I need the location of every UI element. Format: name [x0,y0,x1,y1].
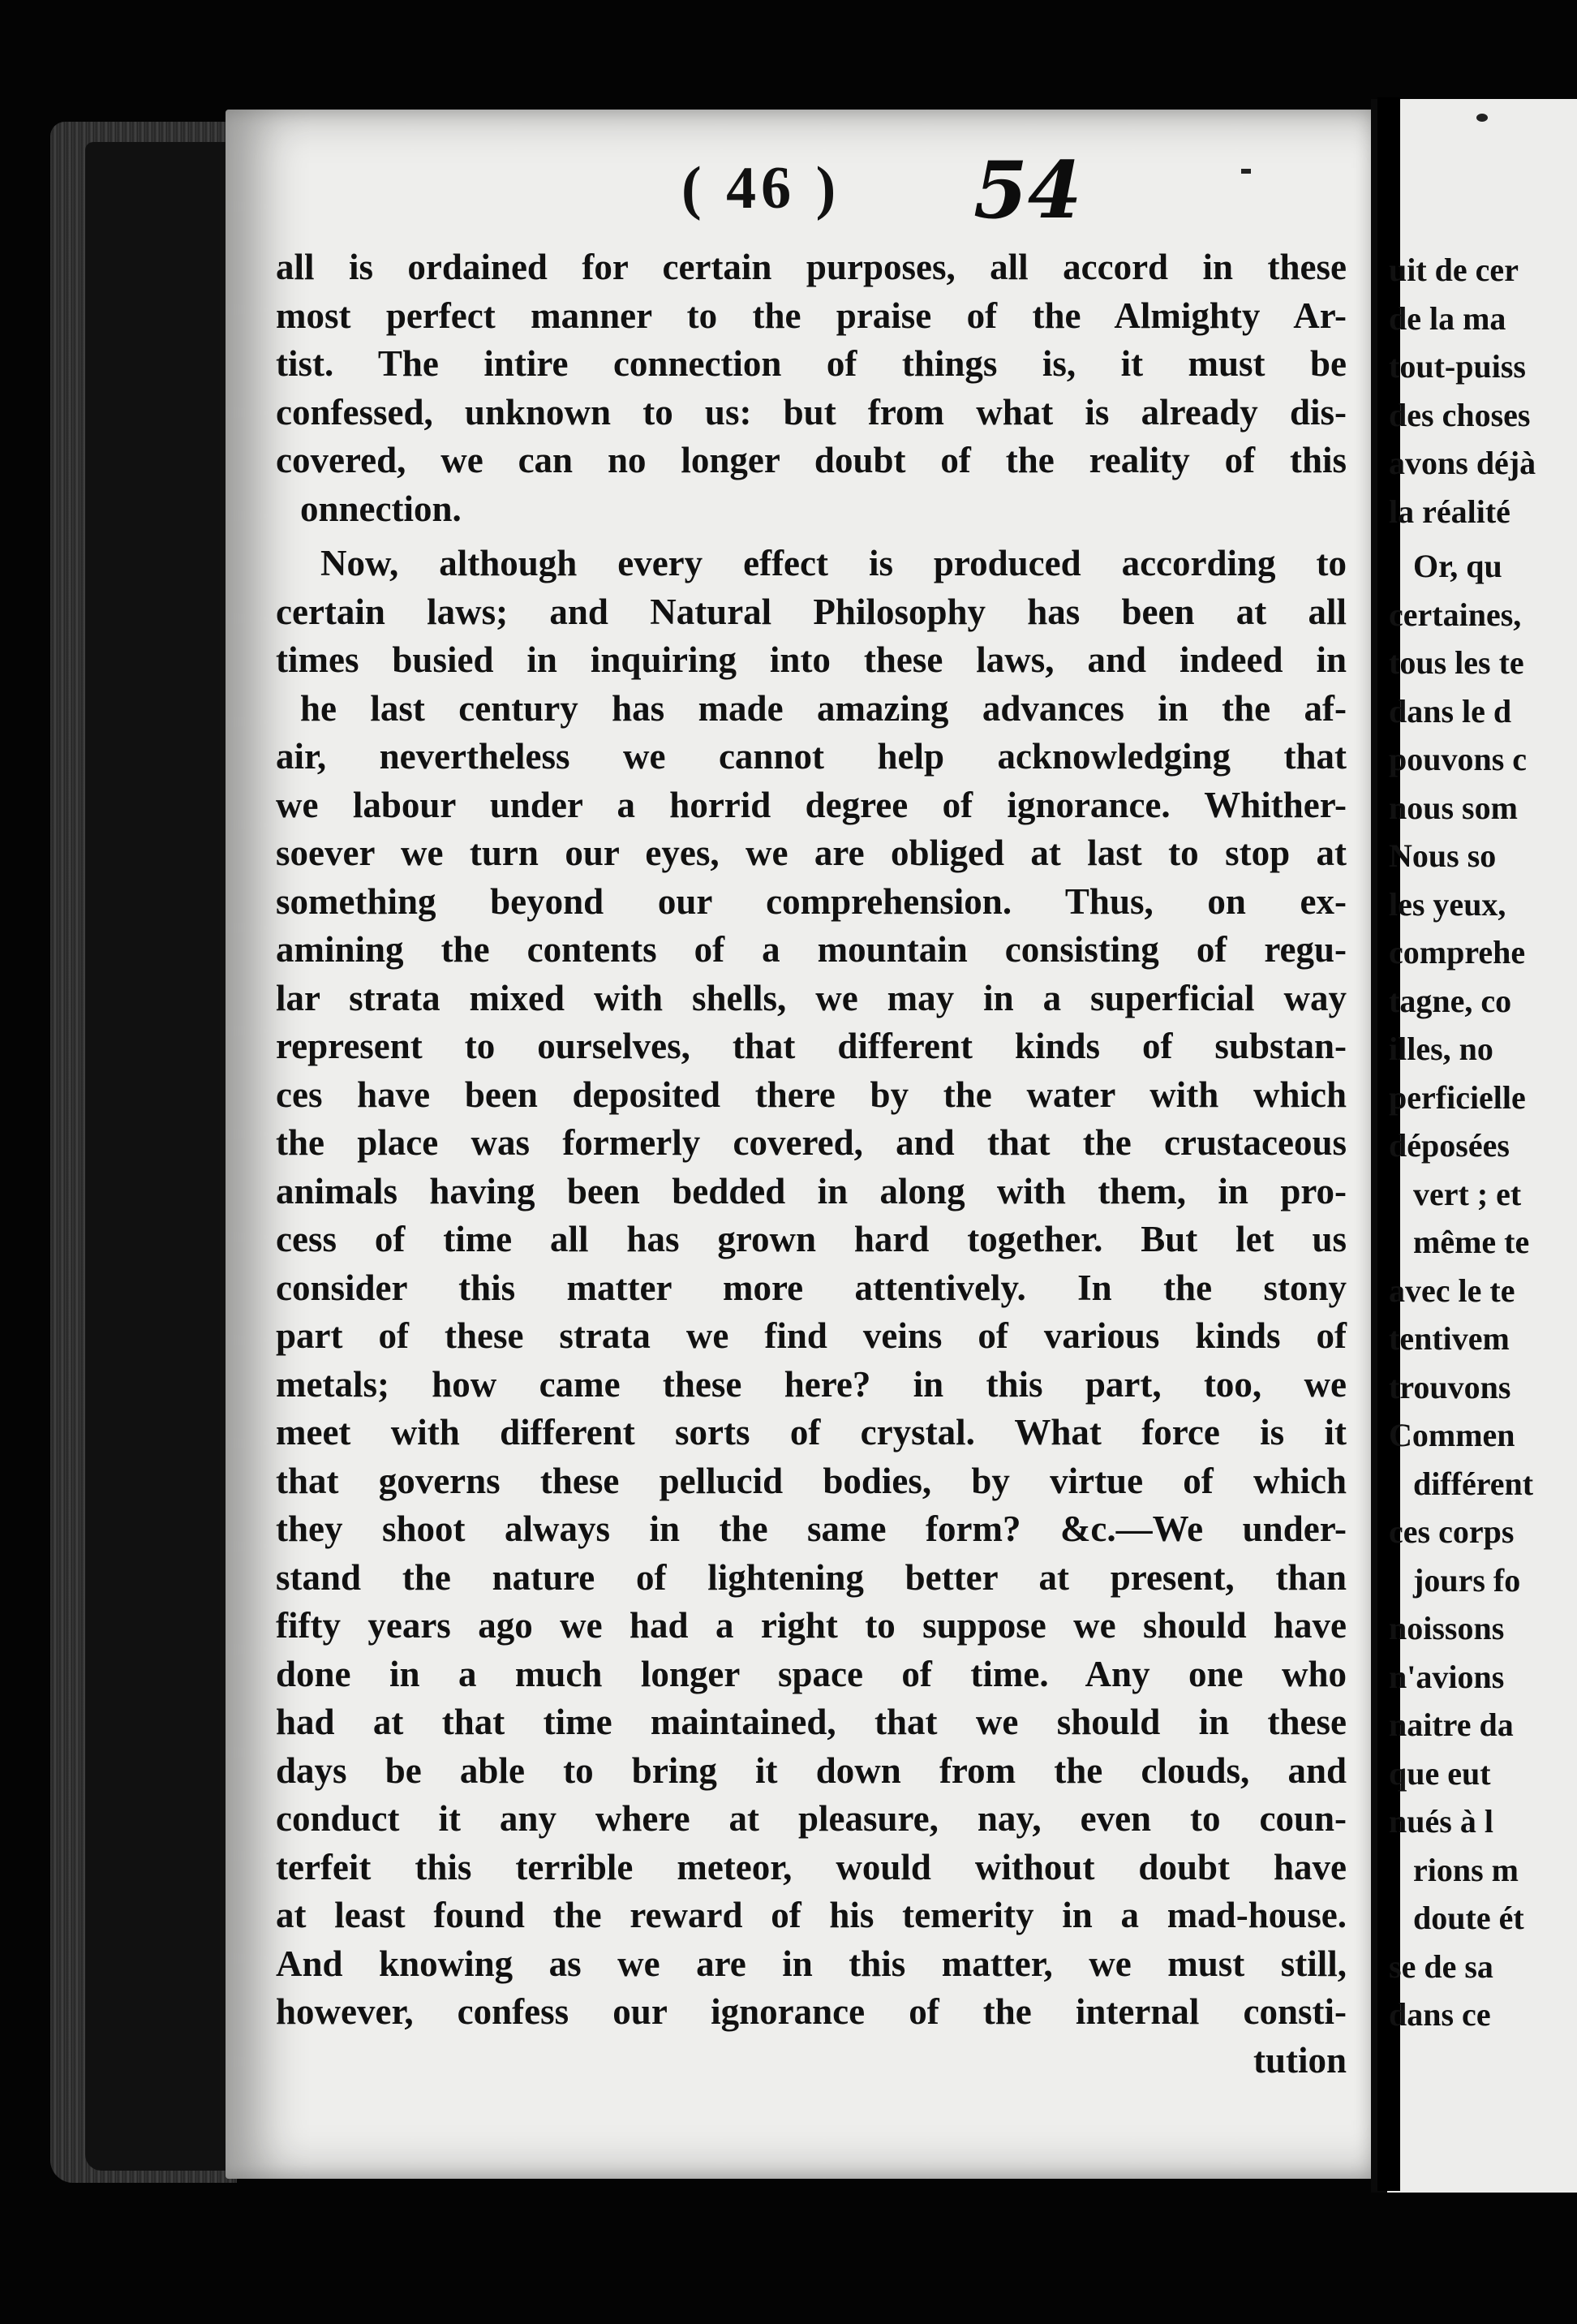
fragment-line: doute ét [1413,1900,1524,1936]
fragment-line: les yeux, [1389,885,1506,923]
fragment-line: Nous so [1389,837,1497,874]
text-line: certain laws; and Natural Philosophy has been at all [276,591,1347,632]
text-line: soever we turn our eyes, we are obliged at last to stop at [276,833,1347,873]
text-line: air, nevertheless we cannot help acknowledging that [276,736,1347,777]
fragment-line: nous som [1389,789,1518,826]
text-line: terfeit this terrible meteor, would without doubt have [276,1846,1347,1887]
header-dash [1241,169,1251,174]
text-line: Now, although every effect is produced according to [320,543,1347,583]
text-line: tist. The intire connection of things is, it must be [276,343,1347,384]
fragment-line: pouvons c [1389,741,1528,777]
facing-page-text [1389,246,1577,2039]
text-line: stand the nature of lightening better at present, than [276,1556,1347,1598]
text-line: we labour under a horrid degree of ignorance. Whither- [276,784,1347,825]
text-line: the place was formerly covered, and that the crustaceous [276,1122,1347,1163]
fragment-line: que eut [1389,1754,1491,1792]
fragment-line: avons déjà [1389,445,1536,481]
fragment-line: tagne, co [1389,982,1512,1019]
text-line: onnection. [300,488,462,529]
main-text-block [276,243,1347,2085]
fragment-line: la réalité [1389,493,1510,530]
fragment-line: nués à l [1389,1803,1493,1840]
text-line: he last century has made amazing advances in the af- [300,687,1347,729]
fragment-line: rions m [1413,1851,1519,1888]
text-line: conduct it any where at pleasure, nay, even to coun- [276,1798,1347,1839]
text-line: something beyond our comprehension. Thus, on ex- [276,880,1347,922]
fragment-line: certaines, [1389,596,1522,633]
paragraph-1 [276,243,1347,533]
ink-speck [1476,114,1488,122]
text-line: had at that time maintained, that we should in these [276,1702,1347,1742]
fragment-line: déposées [1389,1127,1510,1164]
fragment-line: noissons [1389,1610,1505,1646]
handwritten-annotation: 54 [973,144,1082,236]
fragment-line: même te [1413,1224,1530,1260]
text-line: fifty years ago we had a right to suppose we should have [276,1605,1347,1646]
text-line: most perfect manner to the praise of the Almighty Ar- [276,295,1347,336]
fragment-line: Commen [1389,1417,1515,1453]
fragment-line: naitre da [1389,1706,1514,1743]
fragment-line: vert ; et [1413,1175,1522,1212]
text-line: at least found the reward of his temerity in a mad-house. [276,1895,1347,1935]
text-line: ces have been deposited there by the water with which [276,1074,1347,1115]
fragment-line: se de sa [1389,1947,1493,1985]
fragment-line: trouvons [1389,1368,1511,1405]
fragment-line: avec le te [1389,1272,1515,1309]
fragment-line: dans ce [1389,1996,1491,2033]
text-line: times busied in inquiring into these laws, and indeed in [276,639,1347,680]
text-line: represent to ourselves, that different kinds of substan- [276,1026,1347,1066]
text-line: metals; how came these here? in this part, too, we [276,1363,1347,1405]
fragment-line: n'avions [1389,1658,1505,1695]
page-number: ( 46 ) [681,155,841,222]
fragment-line: tentivem [1389,1320,1510,1357]
text-line: however, confess our ignorance of the internal consti- [276,1991,1347,2032]
text-line: lar strata mixed with shells, we may in a superficial way [276,977,1347,1018]
text-line: they shoot always in the same form? &c.—We under- [276,1508,1347,1549]
fragment-line: uit de cer [1389,252,1519,288]
text-line: amining the contents of a mountain consisting of regu- [276,929,1347,970]
text-line: done in a much longer space of time. Any one who [276,1653,1347,1694]
catchword: tution [1253,2039,1347,2081]
text-line: that governs these pellucid bodies, by virtue of which [276,1460,1347,1501]
text-line: animals having been bedded in along with them, in pro- [276,1170,1347,1211]
fragment-line: des choses [1389,396,1531,433]
fragment-line: tous les te [1389,644,1524,681]
text-line: days be able to bring it down from the clouds, and [276,1749,1347,1791]
text-line: meet with different sorts of crystal. What force is it [276,1412,1347,1452]
fragment-line: Or, qu [1413,548,1502,584]
fragment-line: perficielle [1389,1078,1526,1116]
fragment-line: de la ma [1389,299,1506,337]
fragment-line: dans le d [1389,692,1512,729]
fragment-line: illes, no [1389,1031,1493,1067]
text-line: And knowing as we are in this matter, we must still, [276,1943,1347,1984]
text-line: confessed, unknown to us: but from what is already dis- [276,391,1347,433]
fragment-line: comprehe [1389,934,1526,970]
text-line: covered, we can no longer doubt of the reality of this [276,440,1347,480]
paragraph-2 [276,540,1347,2085]
fragment-line: ces corps [1389,1513,1515,1550]
fragment-line: différent [1413,1465,1534,1502]
text-line: all is ordained for certain purposes, all accord in these [276,247,1347,287]
fragment-line: jours fo [1413,1561,1521,1599]
text-line: cess of time all has grown hard together. But let us [276,1219,1347,1259]
page-edges-shadow [85,142,235,2171]
fragment-line: tout-puiss [1389,348,1526,385]
text-line: part of these strata we find veins of various kinds of [276,1315,1347,1356]
text-line: consider this matter more attentively. In the stony [276,1267,1347,1308]
